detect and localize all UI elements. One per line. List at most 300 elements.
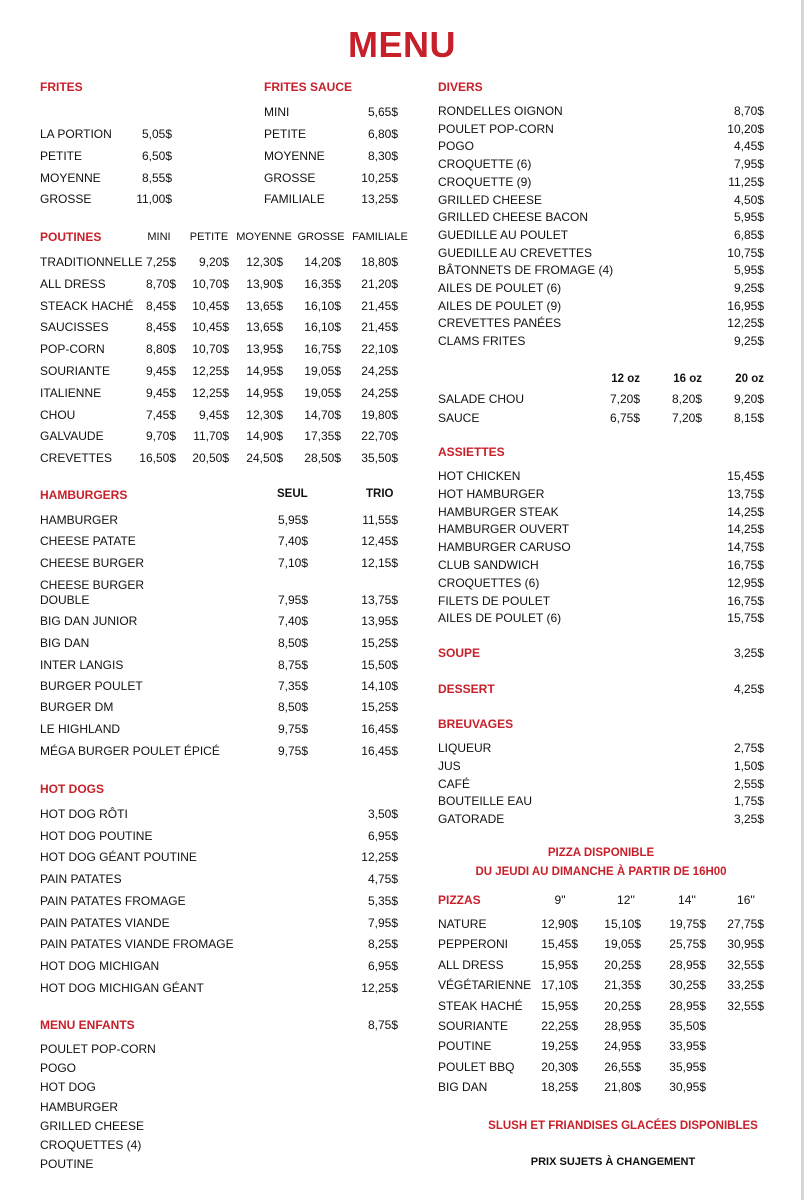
item-name: PAIN PATATES VIANDE (40, 915, 170, 930)
item-name: INTER LANGIS (40, 658, 124, 672)
item-price: 14,20$ (304, 255, 341, 269)
item-name: PETITE (40, 149, 83, 163)
item-price: 6,80$ (367, 127, 398, 141)
item-price: 7,95$ (733, 157, 764, 172)
item-price: 13,25$ (361, 192, 398, 206)
size-header: 20 oz (735, 373, 764, 385)
item-price: 9,20$ (733, 392, 764, 406)
item-price: 9,25$ (733, 281, 764, 295)
item-price: 32,55$ (727, 998, 764, 1013)
menu-item (0, 263, 804, 279)
item-name: LIQUEUR (438, 741, 492, 755)
item-price: 16,75$ (304, 342, 341, 357)
item-price: 12,90$ (541, 917, 578, 931)
item-price: 21,35$ (604, 978, 641, 993)
menu-item (0, 316, 804, 335)
item-price: 30,25$ (669, 978, 706, 993)
item-price: 10,20$ (727, 121, 764, 136)
size-header: 16'' (737, 893, 755, 907)
menu-item (0, 411, 804, 427)
item-price: 4,50$ (733, 192, 764, 207)
item-price: 15,95$ (541, 998, 578, 1013)
item-price-seul: 8,50$ (277, 636, 308, 650)
item-price: 22,25$ (541, 1019, 578, 1033)
item-price: 28,95$ (604, 1019, 641, 1033)
item-price: 32,55$ (727, 957, 764, 972)
item-price: 7,20$ (609, 392, 640, 406)
section-heading-breuvages: BREUVAGES (438, 717, 514, 731)
menu-item (0, 558, 804, 574)
size-header: MOYENNE (236, 231, 292, 243)
item-price: 21,45$ (361, 298, 398, 313)
menu-item (0, 829, 804, 845)
item-price: 14,70$ (304, 407, 341, 422)
item-name: PEPPERONI (438, 937, 509, 952)
item-price: 12,30$ (246, 407, 283, 422)
item-price: 12,25$ (361, 980, 398, 995)
item-name: MINI (264, 105, 290, 119)
item-name: GROSSE (264, 171, 316, 185)
item-price: 21,45$ (361, 320, 398, 335)
menu-item (0, 636, 804, 652)
item-price: 10,45$ (192, 320, 229, 335)
item-price: 11,25$ (728, 174, 764, 189)
menu-item (0, 469, 804, 485)
item-price: 14,25$ (727, 504, 764, 519)
item-price: 16,50$ (139, 451, 176, 466)
size-header: MINI (147, 231, 171, 243)
item-price-trio: 13,95$ (361, 614, 398, 628)
item-price: 8,15$ (733, 411, 764, 425)
item-price: 6,75$ (609, 411, 640, 425)
item-price: 2,75$ (733, 741, 764, 755)
item-name: CLUB SANDWICH (438, 558, 539, 572)
item-name: HOT DOG POUTINE (40, 828, 153, 843)
section-heading-frites: FRITES (40, 80, 83, 94)
item-price-seul: 7,95$ (277, 593, 308, 607)
item-name: POULET BBQ (438, 1059, 515, 1074)
item-price: 8,30$ (367, 149, 398, 163)
item-price: 7,45$ (145, 407, 176, 422)
item-price: 14,95$ (246, 364, 283, 378)
item-name-line2: DOUBLE (40, 593, 90, 607)
item-name: POUTINE (438, 1039, 492, 1054)
item-name: CROQUETTE (6) (438, 157, 532, 172)
item-name: AILES DE POULET (6) (438, 281, 562, 295)
menu-item (0, 228, 804, 244)
item-price: 10,25$ (361, 171, 398, 185)
item-name: HOT DOG MICHIGAN GÉANT (40, 980, 204, 995)
item-price: 3,50$ (367, 807, 398, 821)
item-price: 22,10$ (361, 342, 398, 357)
item-price-trio: 11,55$ (362, 513, 398, 527)
item-price: 5,35$ (367, 893, 398, 908)
item-name: TRADITIONNELLE (40, 255, 143, 269)
item-price: 19,80$ (361, 407, 398, 422)
item-name: CHEESE PATATE (40, 534, 136, 548)
menu-item (0, 999, 804, 1015)
item-price: 16,95$ (727, 298, 764, 313)
item-price: 22,70$ (361, 429, 398, 444)
menu-item (0, 429, 804, 445)
item-price: 16,10$ (304, 320, 341, 335)
item-price: 5,95$ (733, 263, 764, 278)
item-price-trio: 15,25$ (361, 700, 398, 714)
item-price: 27,75$ (727, 917, 764, 931)
item-price-seul: 8,75$ (277, 658, 308, 672)
item-name: HAMBURGER CARUSO (438, 540, 571, 555)
footer-prix: PRIX SUJETS À CHANGEMENT (530, 1156, 696, 1168)
item-price: 9,70$ (145, 429, 176, 444)
section-heading-hot-dogs: HOT DOGS (40, 782, 105, 796)
menu-item (0, 210, 804, 226)
item-name: CAFÉ (438, 776, 471, 791)
menu-item (0, 193, 804, 209)
item-price: 10,70$ (192, 342, 229, 357)
item-price: 33,25$ (727, 978, 764, 993)
item-price: 6,50$ (141, 149, 172, 163)
menu-item: HOT DOG (40, 1080, 96, 1095)
item-price: 7,25$ (145, 255, 176, 269)
menu-item (0, 1039, 804, 1055)
section-heading-poutines: POUTINES (40, 230, 102, 244)
item-name: CLAMS FRITES (438, 334, 526, 349)
menu-enfants-price: 8,75$ (367, 1018, 398, 1032)
item-name: GUEDILLE AU CREVETTES (438, 245, 593, 260)
item-price: 25,75$ (669, 937, 706, 952)
item-name: PAIN PATATES (40, 872, 122, 887)
item-price: 20,25$ (604, 957, 641, 972)
size-header: 14'' (678, 893, 696, 907)
item-price: 24,95$ (604, 1039, 641, 1054)
menu-item (0, 157, 804, 173)
item-price-trio: 15,50$ (361, 658, 398, 672)
size-header: GROSSE (297, 231, 345, 243)
item-price: 24,25$ (361, 385, 398, 400)
size-header: PETITE (189, 231, 229, 243)
item-name: SAUCISSES (40, 320, 109, 335)
item-price: 1,75$ (733, 794, 764, 809)
item-price: 8,70$ (145, 276, 176, 291)
menu-item (0, 576, 804, 592)
item-price: 9,45$ (145, 364, 176, 378)
item-name: SOURIANTE (438, 1019, 509, 1033)
menu-item (0, 1060, 804, 1076)
item-price-seul: 7,10$ (277, 556, 308, 570)
item-price: 16,75$ (727, 593, 764, 608)
item-price: 19,05$ (304, 385, 341, 400)
item-price: 10,75$ (727, 245, 764, 260)
item-name: BURGER DM (40, 700, 114, 714)
item-price: 18,25$ (541, 1080, 578, 1095)
item-price: 15,95$ (541, 957, 578, 972)
item-price-trio: 16,45$ (361, 722, 398, 736)
menu-item (0, 679, 804, 695)
item-price: 21,20$ (361, 276, 398, 291)
item-name: HOT CHICKEN (438, 469, 521, 483)
item-name: SOURIANTE (40, 364, 111, 378)
item-price: 12,30$ (246, 255, 283, 269)
item-name: GUEDILLE AU POULET (438, 227, 569, 242)
column-header-seul: SEUL (277, 488, 308, 500)
section-heading-pizzas: PIZZAS (438, 893, 481, 907)
item-price: 12,25$ (361, 850, 398, 865)
item-price: 16,75$ (727, 558, 764, 572)
item-price-seul: 9,75$ (277, 722, 308, 736)
item-name: CROQUETTES (6) (438, 575, 540, 590)
item-price: 20,50$ (192, 451, 229, 466)
item-price: 12,25$ (192, 364, 229, 378)
menu-title: MENU (348, 24, 456, 65)
menu-item (0, 540, 804, 556)
item-price: 17,10$ (541, 978, 578, 993)
item-price-seul: 7,35$ (277, 679, 308, 693)
footer-slush: SLUSH ET FRIANDISES GLACÉES DISPONIBLES (488, 1120, 758, 1132)
menu-item (0, 741, 804, 757)
item-price: 8,55$ (141, 171, 172, 185)
item-name: AILES DE POULET (9) (438, 298, 562, 313)
item-price: 9,45$ (145, 385, 176, 400)
menu-item (0, 594, 804, 610)
item-price-trio: 14,10$ (361, 679, 398, 693)
menu-item (0, 794, 804, 810)
item-price: 14,90$ (246, 429, 283, 444)
item-price: 9,45$ (198, 407, 229, 422)
menu-item (0, 658, 804, 674)
item-price: 4,75$ (367, 872, 398, 887)
item-name: RONDELLES OIGNON (438, 104, 563, 118)
item-price: 21,80$ (604, 1080, 641, 1095)
item-price: 19,05$ (304, 364, 341, 378)
item-name: HOT DOG GÉANT POUTINE (40, 850, 197, 865)
item-price: 11,00$ (136, 192, 172, 206)
item-name: BURGER POULET (40, 679, 143, 693)
item-name: MOYENNE (40, 171, 101, 185)
menu-item (0, 299, 804, 315)
item-price-trio: 15,25$ (361, 636, 398, 650)
item-price: 16,35$ (304, 276, 341, 291)
item-price: 8,20$ (671, 392, 702, 406)
section-heading-divers: DIVERS (438, 80, 483, 94)
menu-item (0, 246, 804, 262)
menu-item (0, 722, 804, 738)
item-price: 30,95$ (669, 1080, 706, 1095)
item-name: BOUTEILLE EAU (438, 794, 533, 809)
item-name: BIG DAN (40, 636, 90, 650)
menu-item (0, 937, 804, 953)
item-price: 16,10$ (304, 298, 341, 313)
item-name: CHOU (40, 407, 76, 422)
menu-item (0, 139, 804, 155)
item-price: 20,25$ (604, 998, 641, 1013)
item-price-seul: 7,40$ (277, 614, 308, 628)
item-price: 14,75$ (727, 540, 764, 555)
menu-item (0, 777, 804, 793)
menu-item (0, 392, 804, 408)
size-header: 12 oz (611, 373, 640, 385)
item-name: GRILLED CHEESE (438, 192, 543, 207)
item-name: BIG DAN (438, 1080, 488, 1095)
item-price: 12,25$ (727, 316, 764, 331)
item-price: 26,55$ (604, 1059, 641, 1074)
item-price: 8,45$ (145, 320, 176, 335)
item-price: 13,75$ (727, 486, 764, 501)
item-price-trio: 16,45$ (361, 744, 398, 758)
item-price: 2,55$ (733, 776, 764, 791)
menu-item (0, 122, 804, 138)
item-name: POULET POP-CORN (438, 121, 554, 136)
item-price: 6,85$ (733, 227, 764, 242)
item-price: 19,05$ (604, 937, 641, 952)
menu-item (0, 1019, 804, 1035)
item-price: 8,45$ (145, 298, 176, 313)
item-price: 18,80$ (361, 255, 398, 269)
item-price: 5,65$ (367, 105, 398, 119)
pizza-notice-line2: DU JEUDI AU DIMANCHE À PARTIR DE 16H00 (475, 866, 727, 878)
section-heading-hamburgers: HAMBURGERS (40, 488, 128, 502)
item-name: POP-CORN (40, 342, 105, 357)
item-price: 4,45$ (733, 139, 764, 154)
item-price: 13,65$ (246, 320, 283, 335)
item-name: MÉGA BURGER POULET ÉPICÉ (40, 744, 220, 758)
item-price: 33,95$ (669, 1039, 706, 1054)
item-name: GROSSE (40, 192, 92, 206)
menu-item (0, 334, 804, 350)
item-price: 5,95$ (733, 210, 764, 225)
item-price: 10,70$ (192, 276, 229, 291)
soupe-price: 3,25$ (733, 646, 764, 660)
item-price: 6,95$ (367, 828, 398, 843)
item-price: 9,20$ (198, 255, 229, 269)
menu-item: POGO (40, 1061, 77, 1076)
menu-item (0, 522, 804, 538)
size-header: 12'' (617, 893, 635, 907)
item-price: 9,25$ (733, 334, 764, 349)
item-price: 24,50$ (246, 451, 283, 466)
item-price: 11,70$ (193, 429, 229, 444)
item-name: VÉGÉTARIENNE (438, 978, 532, 993)
item-name: ALL DRESS (40, 276, 106, 291)
item-name: STEACK HACHÉ (40, 298, 134, 313)
item-name: ITALIENNE (40, 385, 102, 400)
item-price: 10,45$ (192, 298, 229, 313)
item-price: 19,75$ (669, 917, 706, 931)
size-header: 16 oz (673, 373, 702, 385)
item-price-trio: 12,15$ (361, 556, 398, 570)
menu-item (0, 505, 804, 521)
item-price: 13,90$ (246, 276, 283, 291)
item-price: 15,45$ (727, 469, 764, 483)
menu-item (0, 175, 804, 191)
item-price: 28,95$ (669, 998, 706, 1013)
menu-item (0, 611, 804, 627)
item-price-trio: 13,75$ (361, 593, 398, 607)
item-name: POGO (438, 139, 475, 154)
menu-item (0, 1080, 804, 1096)
section-heading-assiettes: ASSIETTES (438, 445, 505, 459)
item-price: 12,95$ (727, 575, 764, 590)
menu-item (0, 451, 804, 467)
item-price: 20,30$ (541, 1059, 578, 1074)
item-name: HAMBURGER OUVERT (438, 522, 570, 537)
item-price: 3,25$ (733, 812, 764, 827)
item-price: 17,35$ (304, 429, 341, 444)
item-name: FAMILIALE (264, 192, 325, 206)
item-name: FILETS DE POULET (438, 593, 551, 608)
item-price-seul: 5,95$ (277, 513, 308, 527)
item-price: 28,95$ (669, 957, 706, 972)
item-name: STEAK HACHÉ (438, 998, 523, 1013)
size-header: FAMILIALE (352, 231, 408, 243)
menu-item: POULET POP-CORN (40, 1042, 156, 1056)
item-name: HAMBURGER (40, 513, 119, 527)
section-heading-frites-sauce: FRITES SAUCE (264, 80, 353, 94)
item-price: 12,25$ (192, 385, 229, 400)
item-price: 1,50$ (733, 758, 764, 773)
menu-item: HAMBURGER (40, 1099, 119, 1114)
item-price: 8,25$ (367, 937, 398, 952)
item-name: LE HIGHLAND (40, 722, 121, 736)
item-name: BIG DAN JUNIOR (40, 614, 138, 628)
menu-item: POUTINE (40, 1157, 94, 1172)
item-price: 15,75$ (727, 611, 764, 626)
item-price-trio: 12,45$ (361, 534, 398, 548)
menu-item (0, 700, 804, 716)
dessert-price: 4,25$ (733, 682, 764, 696)
item-name: GATORADE (438, 812, 505, 827)
item-price: 35,95$ (669, 1059, 706, 1074)
item-price: 28,50$ (304, 451, 341, 466)
item-name: SAUCE (438, 411, 480, 425)
item-name: MOYENNE (264, 149, 325, 163)
item-price: 8,70$ (733, 104, 764, 118)
menu-item: GRILLED CHEESE (40, 1118, 145, 1133)
menu-item (0, 487, 804, 503)
item-price: 7,20$ (671, 411, 702, 425)
item-name: SALADE CHOU (438, 392, 525, 406)
item-price: 5,05$ (141, 127, 172, 141)
item-name: NATURE (438, 917, 487, 931)
item-name: HOT DOG MICHIGAN (40, 958, 160, 973)
item-price: 13,95$ (246, 342, 283, 357)
item-price-seul: 7,40$ (277, 534, 308, 548)
item-price: 14,25$ (727, 522, 764, 537)
item-price: 15,45$ (541, 937, 578, 952)
item-price: 24,25$ (361, 364, 398, 378)
item-name: PAIN PATATES VIANDE FROMAGE (40, 937, 234, 952)
item-name: GALVAUDE (40, 429, 104, 444)
item-name: CROQUETTE (9) (438, 174, 532, 189)
item-price: 19,25$ (541, 1039, 578, 1054)
item-price: 15,10$ (604, 917, 641, 931)
section-heading-menu-enfants: MENU ENFANTS (40, 1018, 135, 1032)
item-name: JUS (438, 758, 461, 773)
section-heading-soupe: SOUPE (438, 646, 481, 660)
column-header-trio: TRIO (366, 488, 394, 500)
size-header: 9" (554, 893, 566, 907)
item-name: PETITE (264, 127, 307, 141)
menu-item (0, 759, 804, 775)
menu-item (0, 812, 804, 828)
item-price: 30,95$ (727, 937, 764, 952)
item-price: 35,50$ (669, 1019, 706, 1033)
menu-item (0, 958, 804, 974)
item-price: 35,50$ (361, 451, 398, 466)
item-price: 7,95$ (367, 915, 398, 930)
item-name: BÂTONNETS DE FROMAGE (4) (438, 263, 614, 278)
item-name: PAIN PATATES FROMAGE (40, 893, 186, 908)
menu-item (0, 978, 804, 994)
